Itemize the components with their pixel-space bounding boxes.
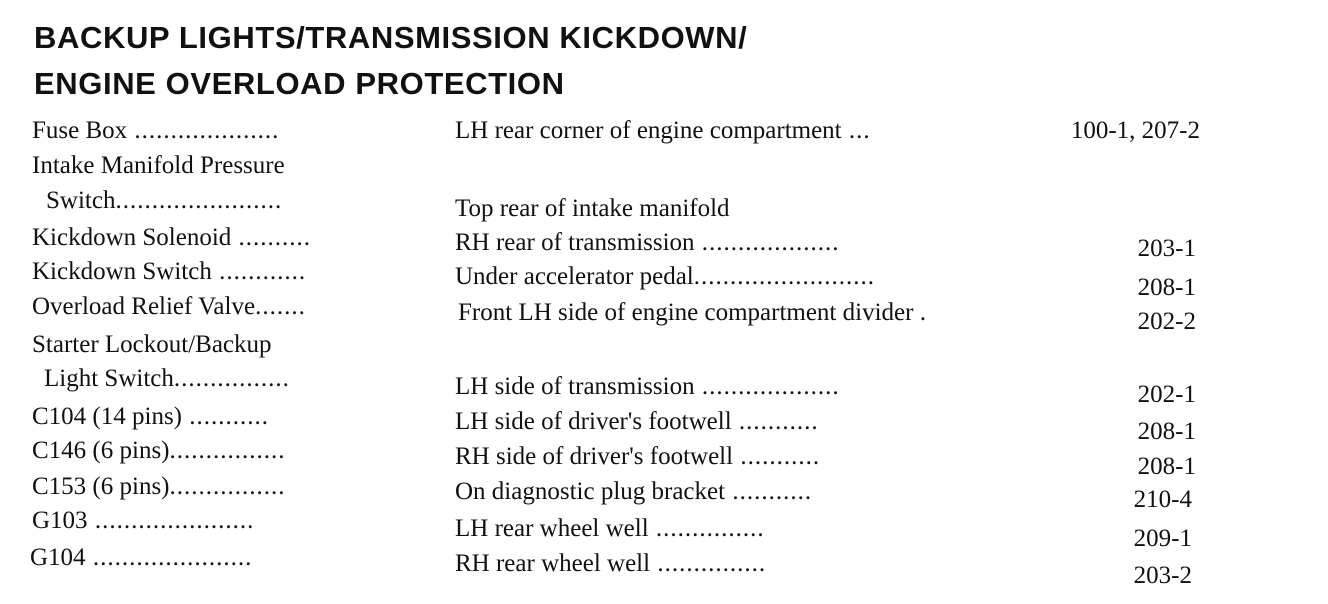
component-name: Switch....................... bbox=[46, 187, 283, 214]
table-row bbox=[0, 365, 1328, 408]
page-reference: 100-1, 207-2 bbox=[1070, 117, 1200, 144]
component-location: On diagnostic plug bracket ........... bbox=[455, 478, 813, 505]
component-name: Intake Manifold Pressure bbox=[32, 152, 285, 179]
table-row bbox=[0, 258, 1328, 301]
table-row bbox=[0, 507, 1328, 552]
table-row bbox=[0, 473, 1328, 513]
component-name: Starter Lockout/Backup bbox=[32, 331, 272, 358]
table-row bbox=[0, 188, 1328, 222]
page-reference: 208-1 bbox=[1137, 453, 1196, 480]
table-row bbox=[0, 544, 1328, 589]
component-name: Kickdown Switch ............ bbox=[32, 258, 307, 285]
component-name: Fuse Box .................... bbox=[32, 117, 280, 144]
component-name: G103 ...................... bbox=[32, 507, 255, 534]
page-reference: 203-2 bbox=[1133, 562, 1192, 589]
component-location: RH rear wheel well ............... bbox=[455, 550, 767, 577]
table-row bbox=[0, 437, 1328, 480]
component-name: C104 (14 pins) ........... bbox=[32, 403, 269, 430]
component-name: C153 (6 pins)................ bbox=[32, 473, 286, 500]
component-name: Light Switch................ bbox=[44, 365, 290, 392]
component-name: Overload Relief Valve....... bbox=[32, 293, 306, 320]
table-row bbox=[0, 153, 1328, 187]
component-name: C146 (6 pins)................ bbox=[32, 437, 286, 464]
component-name: G104 ...................... bbox=[30, 544, 253, 571]
table-row bbox=[0, 118, 1328, 152]
page-reference: 208-1 bbox=[1137, 274, 1196, 301]
page-reference: 210-4 bbox=[1133, 486, 1192, 513]
component-location: Top rear of intake manifold bbox=[455, 195, 730, 222]
table-row bbox=[0, 332, 1328, 366]
component-location: Front LH side of engine compartment divider . bbox=[458, 299, 926, 326]
table-row bbox=[0, 293, 1328, 335]
page-reference: 202-2 bbox=[1137, 308, 1196, 335]
page-reference: 208-1 bbox=[1137, 418, 1196, 445]
page-reference: 202-1 bbox=[1137, 381, 1196, 408]
table-row bbox=[0, 224, 1328, 262]
component-location: LH rear wheel well ............... bbox=[455, 515, 765, 542]
title-line-1: BACKUP LIGHTS/TRANSMISSION KICKDOWN/ bbox=[34, 20, 748, 55]
page-reference: 209-1 bbox=[1133, 525, 1192, 552]
component-location: RH rear of transmission ................... bbox=[455, 229, 840, 256]
component-location: Under accelerator pedal......................... bbox=[455, 263, 875, 290]
title-line-2: ENGINE OVERLOAD PROTECTION bbox=[34, 66, 565, 101]
component-location: LH rear corner of engine compartment ... bbox=[455, 117, 871, 144]
page-reference: 203-1 bbox=[1137, 235, 1196, 262]
table-row bbox=[0, 403, 1328, 445]
component-name: Kickdown Solenoid .......... bbox=[32, 224, 312, 251]
component-location: LH side of driver's footwell ........... bbox=[455, 408, 819, 435]
component-location: RH side of driver's footwell ........... bbox=[455, 443, 821, 470]
component-location: LH side of transmission ................... bbox=[455, 373, 840, 400]
